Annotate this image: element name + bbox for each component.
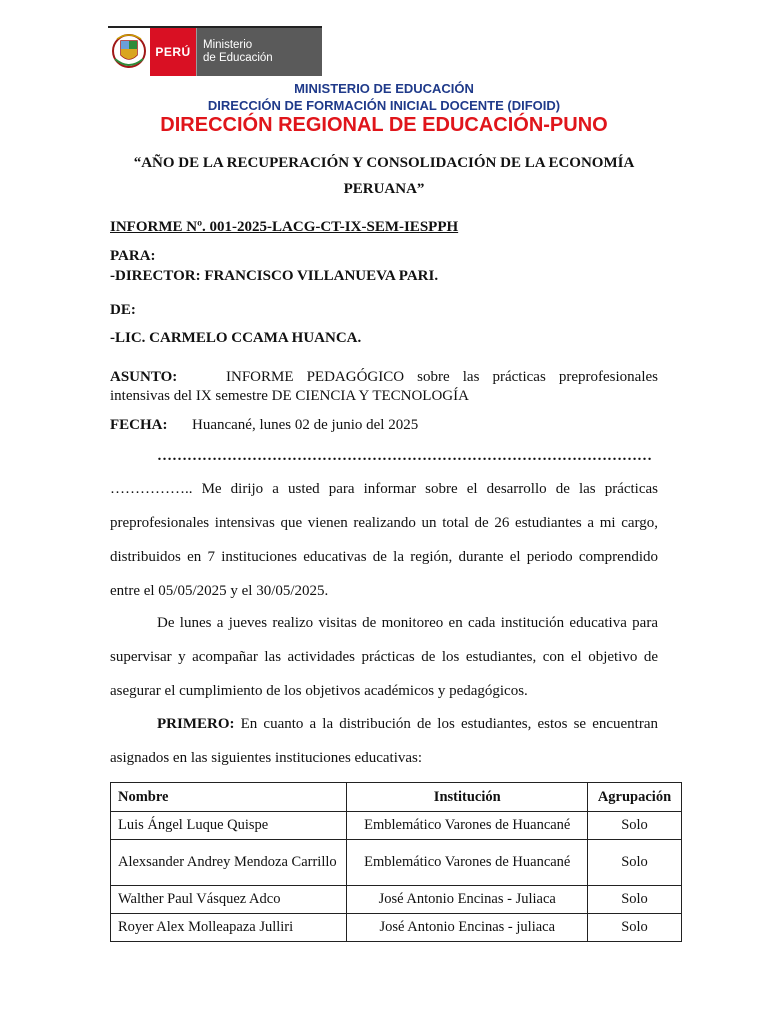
year-name bbox=[110, 150, 658, 202]
cell-agrupacion: Solo bbox=[588, 886, 682, 914]
col-header-nombre: Nombre bbox=[111, 783, 347, 812]
table-row bbox=[111, 812, 682, 840]
paragraph-2 bbox=[110, 606, 658, 708]
header-ministry: MINISTERIO DE EDUCACIÓN bbox=[294, 81, 474, 96]
primero-label: PRIMERO: bbox=[157, 716, 235, 732]
year-name-line-1: “AÑO DE LA RECUPERACIÓN Y CONSOLIDACIÓN DE LA ECONOMÍA bbox=[133, 155, 635, 171]
cell-nombre: Royer Alex Molleapaza Julliri bbox=[111, 914, 347, 942]
year-name-line-2: PERUANA” bbox=[343, 181, 425, 197]
coat-of-arms-icon bbox=[108, 26, 150, 76]
paragraph-2-line-2: supervisar y acompañar las actividades prácticas de los estudiantes, con el objetivo de bbox=[110, 649, 658, 665]
paragraph-1-line-3: distribuidos en 7 instituciones educativas de la región, durante el periodo comprendido bbox=[110, 549, 658, 565]
header-directorate: DIRECCIÓN DE FORMACIÓN INICIAL DOCENTE (DIFOID) bbox=[207, 98, 561, 113]
cell-nombre: Alexsander Andrey Mendoza Carrillo bbox=[111, 840, 347, 886]
col-header-agrupacion: Agrupación bbox=[588, 783, 682, 812]
cell-agrupacion: Solo bbox=[588, 840, 682, 886]
asunto-value: INFORME PEDAGÓGICO sobre las prácticas preprofesionales bbox=[226, 369, 658, 385]
cell-nombre: Luis Ángel Luque Quispe bbox=[111, 812, 347, 840]
paragraph-1 bbox=[110, 472, 658, 608]
header-regional-directorate: DIRECCIÓN REGIONAL DE EDUCACIÓN-PUNO bbox=[160, 114, 608, 136]
primero-text: En cuanto a la distribución de los estudiantes, estos se encuentran bbox=[234, 716, 658, 732]
paragraph-2-line-3: asegurar el cumplimiento de los objetivos académicos y pedagógicos. bbox=[110, 683, 528, 699]
paragraph-1-line-4: entre el 05/05/2025 y el 30/05/2025. bbox=[110, 583, 329, 599]
ministry-logo bbox=[108, 26, 322, 76]
col-header-institucion: Institución bbox=[347, 783, 588, 812]
cell-institucion: Emblemático Varones de Huancané bbox=[347, 812, 588, 840]
para-value: -DIRECTOR: FRANCISCO VILLANUEVA PARI. bbox=[110, 268, 439, 284]
dotted-separator: ……………………………………………………………………………………… bbox=[157, 448, 652, 464]
de-label: DE: bbox=[110, 302, 136, 318]
peru-badge: PERÚ bbox=[150, 28, 196, 76]
para-label: PARA: bbox=[110, 248, 156, 264]
table-row bbox=[111, 914, 682, 942]
report-number: INFORME Nº. 001-2025-LACG-CT-IX-SEM-IESPPH bbox=[110, 219, 459, 235]
paragraph-1-line-2: preprofesionales intensivas que vienen realizando un total de 26 estudiantes a mi cargo, bbox=[110, 515, 658, 531]
ministry-line-2: de Educación bbox=[203, 52, 273, 64]
cell-agrupacion: Solo bbox=[588, 914, 682, 942]
students-table bbox=[110, 782, 682, 942]
cell-institucion: José Antonio Encinas - Juliaca bbox=[347, 886, 588, 914]
de-value: -LIC. CARMELO CCAMA HUANCA. bbox=[110, 330, 362, 346]
table-row bbox=[111, 886, 682, 914]
table-header-row bbox=[111, 783, 682, 812]
paragraph-1-line-1: …………….. Me dirijo a usted para informar sobre el desarrollo de las prácticas bbox=[110, 481, 658, 497]
table-row bbox=[111, 840, 682, 886]
paragraph-3-line-2: asignados en las siguientes instituciones educativas: bbox=[110, 750, 423, 766]
cell-institucion: José Antonio Encinas - juliaca bbox=[347, 914, 588, 942]
paragraph-3 bbox=[110, 707, 658, 775]
logo-top-rule bbox=[108, 26, 322, 28]
ministry-name-badge bbox=[196, 28, 322, 76]
asunto-label: ASUNTO: bbox=[110, 369, 178, 385]
asunto-value-cont: intensivas del IX semestre DE CIENCIA Y TECNOLOGÍA bbox=[110, 388, 469, 404]
paragraph-3-line-1 bbox=[110, 707, 658, 741]
cell-agrupacion: Solo bbox=[588, 812, 682, 840]
ministry-line-1: Ministerio bbox=[203, 39, 253, 51]
cell-nombre: Walther Paul Vásquez Adco bbox=[111, 886, 347, 914]
paragraph-2-line-1: De lunes a jueves realizo visitas de monitoreo en cada institución educativa para bbox=[157, 615, 658, 631]
cell-institucion: Emblemático Varones de Huancané bbox=[347, 840, 588, 886]
fecha-value: Huancané, lunes 02 de junio del 2025 bbox=[192, 417, 419, 433]
fecha-label: FECHA: bbox=[110, 417, 168, 433]
